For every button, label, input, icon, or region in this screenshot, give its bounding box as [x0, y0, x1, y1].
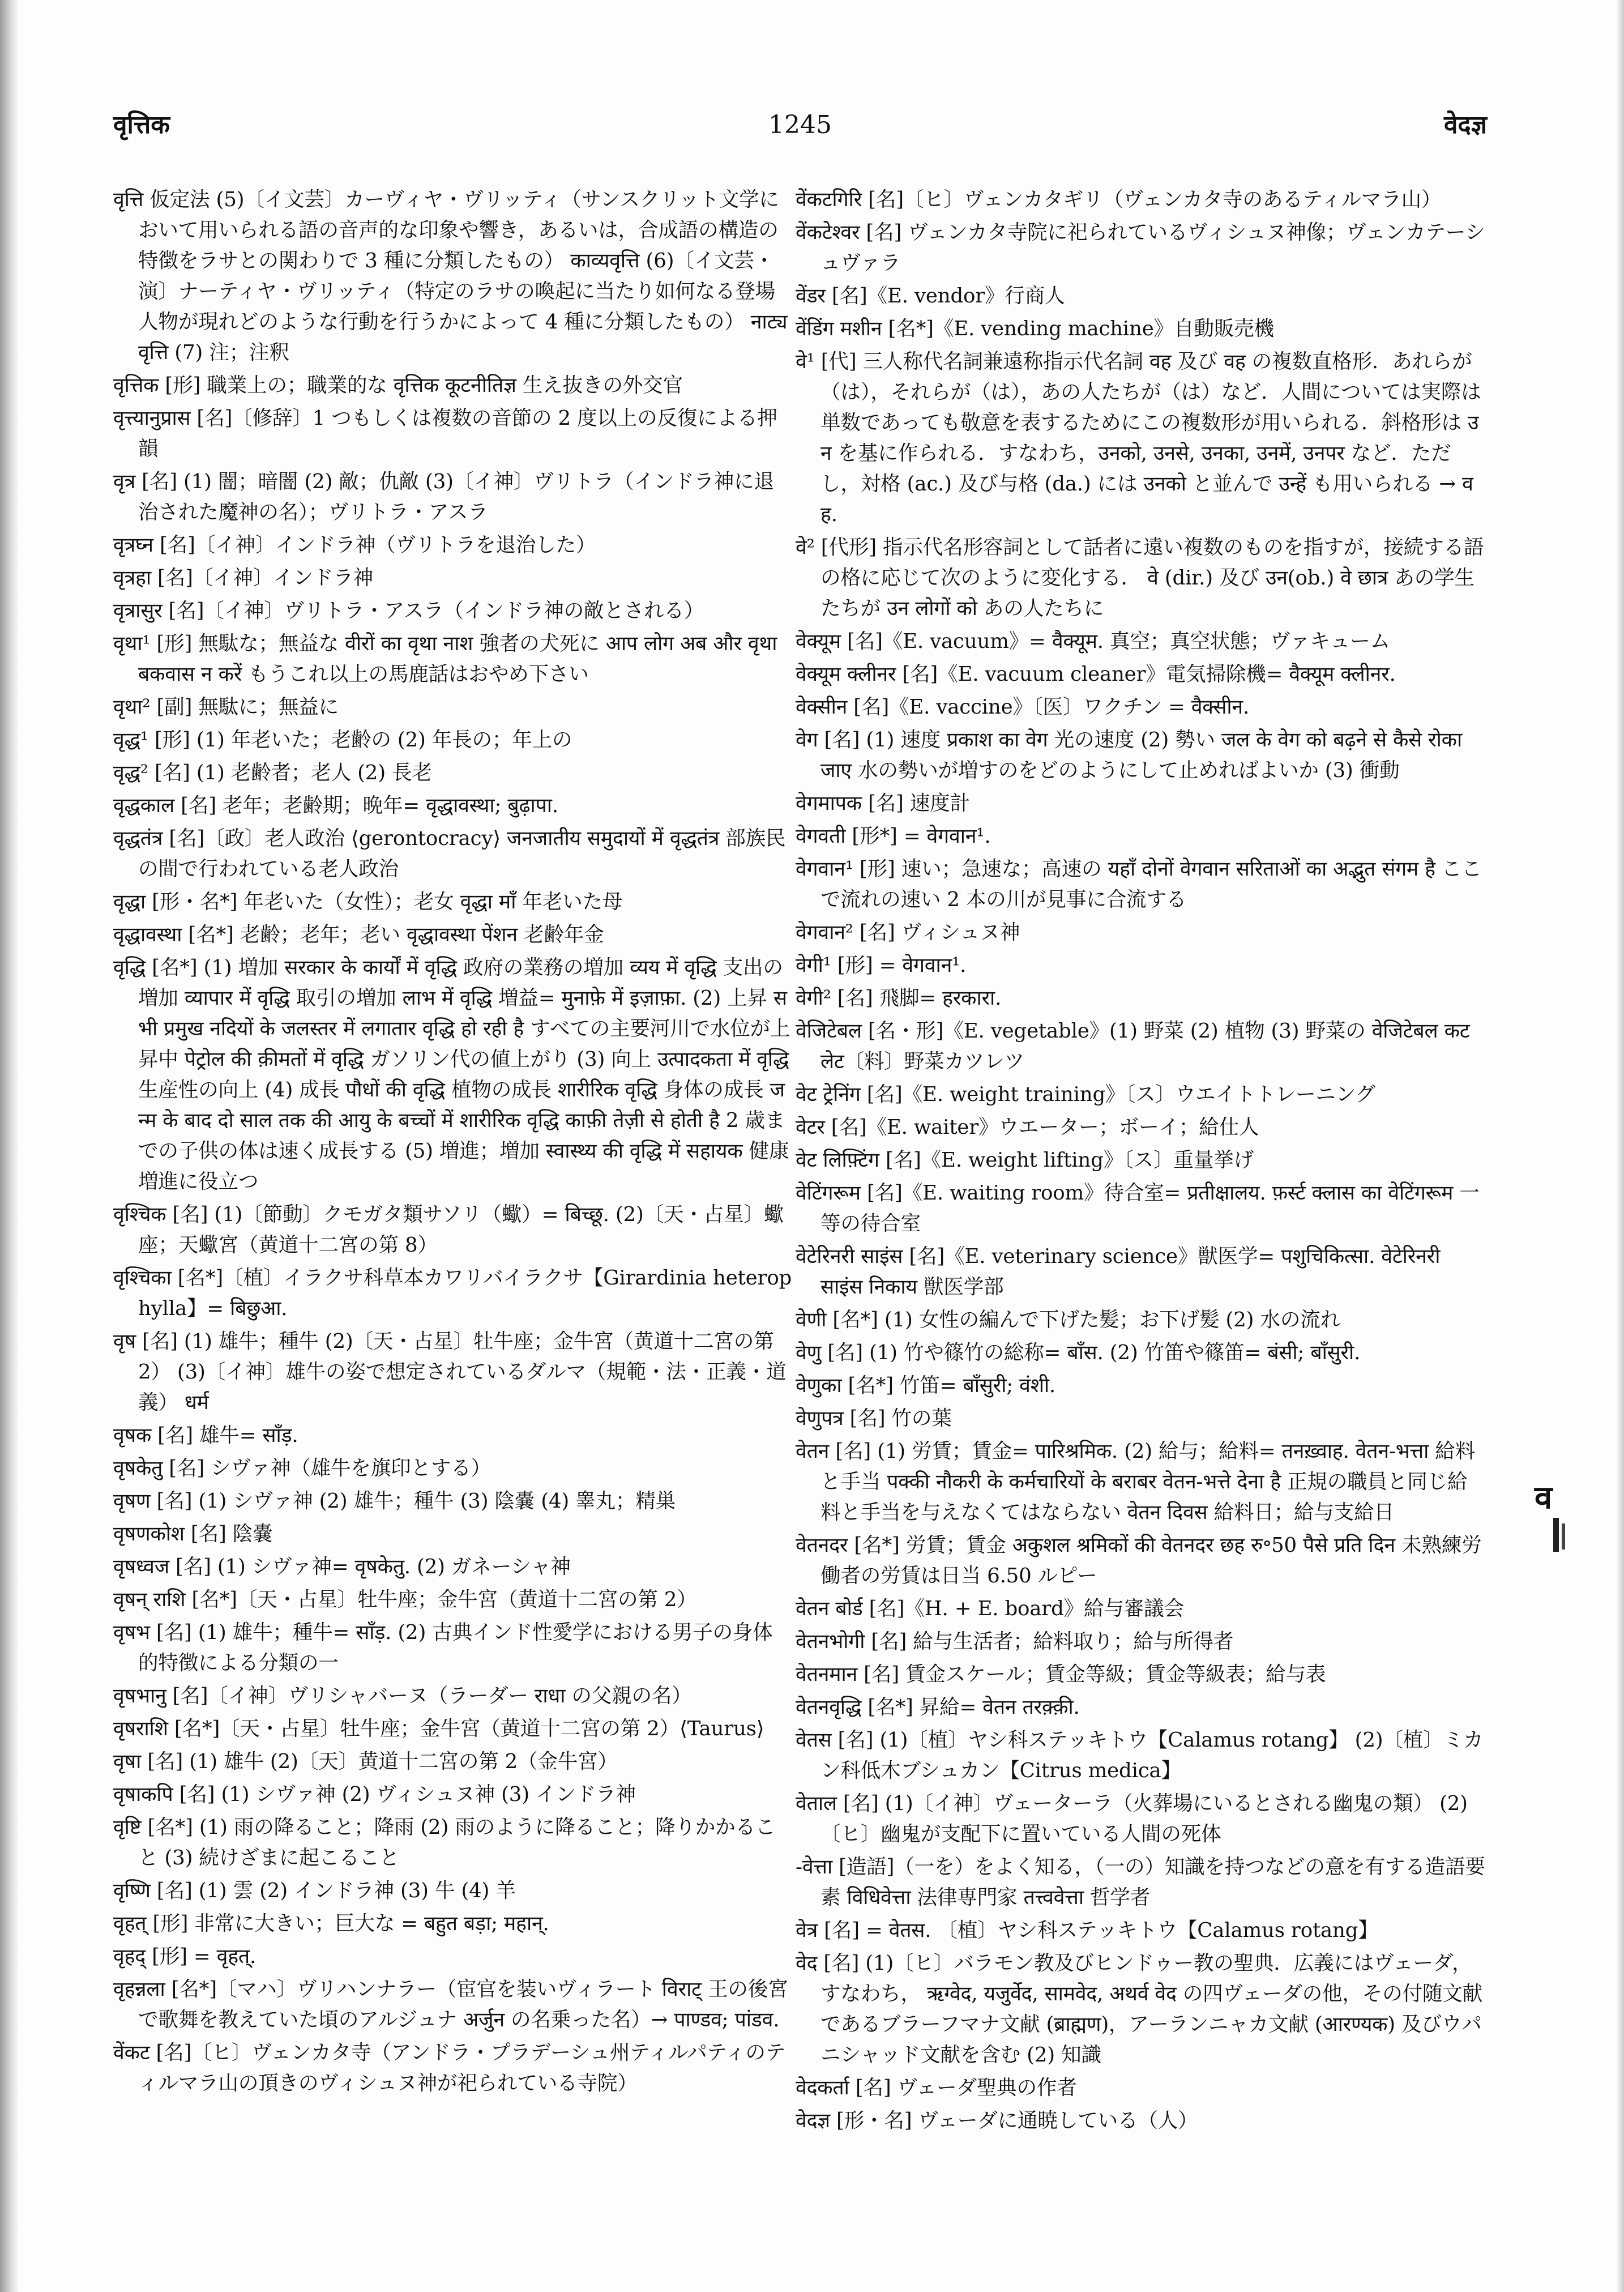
- dictionary-entry: वृषक [名] 雄牛= साँड़.: [113, 1424, 298, 1447]
- dictionary-entry: वृद्धकाल [名] 老年；老齢期；晩年= वृद्धावस्था; बुढ़ापा.: [113, 794, 558, 817]
- dictionary-entry: वेक्यूम क्लीनर [名]《E. vacuum cleaner》電気掃除機= वैक्यूम क्लीनर.: [796, 663, 1396, 686]
- dictionary-entry: वेटर [名]《E. waiter》ウエーター；ボーイ；給仕人: [796, 1116, 1259, 1139]
- dictionary-entry: वेतन [名] (1) 労賃；賃金= पारिश्रमिक. (2) 給与；給料= तनख़्वाह. वेतन-भत्ता 給料と手当 पक्की नौकरी के कर्मचारियों के बराबर वेतन-भत्ते देना है 正規の職員と同じ給料と手当を与えなくてはならない वेतन दिवस 給料日；給与支給日: [796, 1440, 1475, 1524]
- dictionary-entry: वृषणकोश [名] 陰嚢: [113, 1522, 273, 1546]
- dictionary-entry: वृषभानु [名]〔イ神〕ヴリシャバーヌ（ラーダー राधा の父親の名）: [113, 1684, 692, 1708]
- dictionary-entry: वेट ट्रेनिंग [名]《E. weight training》〔ス〕ウエイトトレーニング: [796, 1083, 1375, 1106]
- dictionary-entry: वेदज्ञ [形・名] ヴェーダに通暁している（人）: [796, 2109, 1198, 2132]
- dictionary-entry: वेंकट [名]〔ヒ〕ヴェンカタ寺（アンドラ・プラデーシュ州ティルパティのティルマラ山の頂きのヴィシュヌ神が祀られている寺院）: [113, 2041, 786, 2095]
- dictionary-entry: वेतनदर [名*] 労賃；賃金 अकुशल श्रमिकों की वेतनदर छह रु॰50 पैसे प्रति दिन 未熟練労働者の労賃は日当 6.50 ルピー: [796, 1534, 1482, 1587]
- dictionary-entry: वृत्ति 仮定法 (5)〔イ文芸〕カーヴィヤ・ヴリッティ（サンスクリット文学において用いられる語の音声的な印象や響き，あるいは，合成語の構造の特徴をラサとの関わりで 3 種に分類したもの） काव्यवृत्ति (6)〔イ文芸・演〕ナーティヤ・ヴリッティ（特定のラサの喚起に当たり如何なる登場人物が現れどのような行動を行うかによって 4 種に分類したもの） नाट्यवृत्ति (7) 注；注釈: [113, 188, 788, 364]
- dictionary-entry: वेणु [名] (1) 竹や篠竹の総称= बाँस. (2) 竹笛や篠笛= बंसी; बाँसुरी.: [796, 1341, 1361, 1364]
- dictionary-entry: वेगवती [形*] = वेगवान¹.: [796, 825, 991, 848]
- dictionary-entry: वृषन् राशि [名*]〔天・占星〕牡牛座；金牛宮（黄道十二宮の第 2）: [113, 1588, 697, 1611]
- dictionary-entry: वेटेरिनरी साइंस [名]《E. veterinary science》獣医学= पशुचिकित्सा. वेटेरिनरी साइंस निकाय 獣医学部: [796, 1245, 1441, 1299]
- dictionary-entry: वेद [名] (1)〔ヒ〕バラモン教及びヒンドゥー教の聖典．広義にはヴェーダ，すなわち， ऋग्वेद, यजुर्वेद, सामवेद, अथर्व वेद の四ヴェーダの他，その付随文献であるブラーフマナ文献 (ब्राह्मण)，アーランニャカ文献 (आरण्यक) 及びウパニシャッド文献を含む (2) 知識: [796, 1952, 1483, 2067]
- dictionary-entry: वृत्त्यानुप्रास [名]〔修辞〕1 つもしくは複数の音節の 2 度以上の反復による押韻: [113, 407, 777, 460]
- dictionary-entry: वे² [代形] 指示代名形容詞として話者に遠い複数のものを指すが，接続する語の格に応じて次のように変化する． वे (dir.) 及び उन(ob.) वे छात्र あの学生たちが उन लोगों को あの人たちに: [796, 536, 1484, 620]
- thumb-index-letter: व: [1535, 1479, 1553, 1516]
- dictionary-entry: वेताल [名] (1)〔イ神〕ヴェーターラ（火葬場にいるとされる幽鬼の類） (2)〔ヒ〕幽鬼が支配下に置いている人間の死体: [796, 1792, 1468, 1846]
- dictionary-entry: वृत्रघ्न [名]〔イ神〕インドラ神（ヴリトラを退治した）: [113, 533, 596, 557]
- dictionary-entry: वेगी¹ [形] = वेगवान¹.: [796, 954, 967, 977]
- dictionary-entry: वृद्धतंत्र [名]〔政〕老人政治 ⟨gerontocracy⟩ जनजातीय समुदायों में वृद्धतंत्र 部族民の間で行われている老人政治: [113, 827, 786, 881]
- dictionary-entry: वृहत् [形] 非常に大きい；巨大な = बहुत बड़ा; महान्.: [113, 1912, 549, 1935]
- dictionary-entry: वेंडर [名]《E. vendor》行商人: [796, 284, 1065, 308]
- dictionary-entry: वृद्धावस्था [名*] 老齢；老年；老い वृद्धावस्था पेंशन 老齢年金: [113, 923, 604, 946]
- dictionary-entry: वृहद् [形] = वृहत्.: [113, 1945, 257, 1968]
- dictionary-entry: वृषकेतु [名] シヴァ神（雄牛を旗印とする）: [113, 1457, 492, 1480]
- dictionary-entry: वृद्ध¹ [形] (1) 年老いた；老齢の (2) 年長の；年上の: [113, 728, 572, 752]
- dictionary-entry: -वेत्ता [造語]（一を）をよく知る，（一の）知識を持つなどの意を有する造語要素 विधिवेत्ता 法律専門家 तत्त्ववेत्ता 哲学者: [796, 1855, 1485, 1909]
- left-column: [113, 185, 793, 2101]
- dictionary-entry: वृषराशि [名*]〔天・占星〕牡牛座；金牛宮（黄道十二宮の第 2）⟨Taurus⟩: [113, 1717, 764, 1740]
- dictionary-entry: वृषा [名] (1) 雄牛 (2)〔天〕黄道十二宮の第 2（金牛宮）: [113, 1750, 618, 1773]
- scan-right-edge: [1616, 0, 1624, 2292]
- page-header: [113, 105, 1487, 145]
- header-right-guide-word: वेदज्ञ: [1443, 110, 1487, 139]
- dictionary-entry: वे¹ [代] 三人称代名詞兼遠称指示代名詞 वह 及び वह の複数直格形．あれらが（は），それらが（は），あの人たちが（は）など．人間については実際は単数であっても敬意を表するためにこの複数形が用いられる．斜格形は उन を基に作られる．すなわち，उनको, उनसे, उनका, उनमें, उनपर など．ただし，対格 (ac.) 及び与格 (da.) には उनको と並んで उन्हें も用いられる → वह.: [796, 350, 1481, 526]
- dictionary-entry: वेक्यूम [名]《E. vacuum》= वैक्यूम. 真空；真空状態；ヴァキューム: [796, 630, 1390, 653]
- dictionary-entry: वेगी² [名] 飛脚= हरकारा.: [796, 987, 1002, 1010]
- dictionary-entry: वेगवान¹ [形] 速い；急速な；高速の यहाँ दोनों वेगवान सरिताओं का अद्भुत संगम है ここで流れの速い 2 本の川が見事に合流する: [796, 857, 1482, 911]
- dictionary-entry: वेंडिंग मशीन [名*]《E. vending machine》自動販売機: [796, 317, 1274, 340]
- dictionary-entry: वेंकटगिरि [名]〔ヒ〕ヴェンカタギリ（ヴェンカタ寺のあるティルマラ山）: [796, 188, 1442, 211]
- dictionary-entry: वृथा¹ [形] 無駄な；無益な वीरों का वृथा नाश 強者の犬死に आप लोग अब और वृथा बकवास न करें もうこれ以上の馬鹿話はおやめ下さい: [113, 632, 777, 686]
- thumb-index-mark: [1553, 1518, 1559, 1552]
- dictionary-entry: वेतन बोर्ड [名]《H. + E. board》給与審議会: [796, 1597, 1184, 1620]
- dictionary-entry: वेतनभोगी [名] 給与生活者；給料取り；給与所得者: [796, 1630, 1234, 1653]
- dictionary-entry: वृथा² [副] 無駄に；無益に: [113, 695, 339, 719]
- dictionary-entry: वृषभ [名] (1) 雄牛；種牛= साँड़. (2) 古典インド性愛学における男子の身体的特徴による分類の一: [113, 1621, 773, 1675]
- dictionary-entry: वेतस [名] (1)〔植〕ヤシ科ステッキトウ【Calamus rotang】 (2)〔植〕ミカン科低木ブシュカン【Citrus medica】: [796, 1728, 1484, 1782]
- dictionary-entry: वेतनवृद्धि [名*] 昇給= वेतन तरक़्क़ी.: [796, 1696, 1080, 1719]
- dictionary-entry: वृष्णि [名] (1) 雲 (2) インドラ神 (3) 牛 (4) 羊: [113, 1879, 516, 1902]
- dictionary-entry: वेत्र [名] = वेतस. 〔植〕ヤシ科ステッキトウ【Calamus rotang】: [796, 1919, 1378, 1942]
- dictionary-entry: वृत्रासुर [名]〔イ神〕ヴリトラ・アスラ（インドラ神の敵とされる）: [113, 599, 704, 622]
- dictionary-entry: वृश्चिक [名] (1)〔節動〕クモガタ類サソリ（蠍）= बिच्छू. (2)〔天・占星〕蠍座；天蠍宮（黄道十二宮の第 8）: [113, 1203, 784, 1257]
- dictionary-entry: वेणुपत्र [名] 竹の葉: [796, 1407, 952, 1430]
- dictionary-entry: वेगवान² [名] ヴィシュヌ神: [796, 921, 1020, 944]
- dictionary-entry: वेतनमान [名] 賃金スケール；賃金等級；賃金等級表；給与表: [796, 1663, 1326, 1686]
- dictionary-entry: वेणी [名*] (1) 女性の編んで下げた髪；お下げ髪 (2) 水の流れ: [796, 1308, 1340, 1331]
- dictionary-entry: वेजिटेबल [名・形]《E. vegetable》(1) 野菜 (2) 植物 (3) 野菜の वेजिटेबल कटलेट〔料〕野菜カツレツ: [796, 1019, 1470, 1073]
- dictionary-entry: वेटिंगरूम [名]《E. waiting room》待合室= प्रतीक्षालय. फ़र्स्ट क्लास का वेटिंगरूम 一等の待合室: [796, 1181, 1480, 1235]
- dictionary-entry: वेक्सीन [名]《E. vaccine》〔医〕ワクチン = वैक्सीन.: [796, 695, 1250, 719]
- dictionary-entry: वृद्धा [形・名*] 年老いた（女性）；老女 वृद्धा माँ 年老いた母: [113, 890, 623, 914]
- dictionary-entry: वृश्चिका [名*]〔植〕イラクサ科草本カワリバイラクサ【Girardinia heterophylla】= बिछुआ.: [113, 1266, 792, 1320]
- dictionary-entry: वृष [名] (1) 雄牛；種牛 (2)〔天・占星〕牡牛座；金牛宮（黄道十二宮の第 2） (3)〔イ神〕雄牛の姿で想定されているダルマ（規範・法・正義・道義） धर्म: [113, 1330, 787, 1414]
- dictionary-entry: वृष्टि [名*] (1) 雨の降ること；降雨 (2) 雨のように降ること；降りかかること (3) 続けざまに起こること: [113, 1816, 776, 1870]
- page-number: 1245: [768, 110, 832, 139]
- dictionary-entry: वेणुका [名*] 竹笛= बाँसुरी; वंशी.: [796, 1374, 1056, 1397]
- dictionary-entry: वेदकर्ता [名] ヴェーダ聖典の作者: [796, 2076, 1077, 2099]
- dictionary-entry: वृषाकपि [名] (1) シヴァ神 (2) ヴィシュヌ神 (3) インドラ神: [113, 1783, 636, 1806]
- dictionary-entry: वृद्धि [名*] (1) 増加 सरकार के कार्यों में वृद्धि 政府の業務の増加 व्यय में वृद्धि 支出の増加 व्यापार में वृद्धि 取引の増加 लाभ में वृद्धि 増益= मुनाफ़े में इज़ाफ़ा. (2) 上昇 सभी प्रमुख नदियों के जलस्तर में लगातार वृद्धि हो रही है すべての主要河川で水位が上昇中 पेट्रोल की क़ीमतों में वृद्धि ガソリン代の値上がり (3) 向上 उत्पादकता में वृद्धि 生産性の向上 (4) 成長 पौधों की वृद्धि 植物の成長 शारीरिक वृद्धि 身体の成長 जन्म के बाद दो साल तक की आयु के बच्चों में शारीरिक वृद्धि काफ़ी तेज़ी से होती है 2 歳までの子供の体は速く成長する (5) 増進；増加 स्वास्थ्य की वृद्धि में सहायक 健康増進に役立つ: [113, 956, 790, 1193]
- dictionary-entry: वृषण [名] (1) シヴァ神 (2) 雄牛；種牛 (3) 陰嚢 (4) 睾丸；精巣: [113, 1489, 676, 1513]
- scan-left-edge: [0, 0, 19, 2292]
- dictionary-entry: वृत्र [名] (1) 闇；暗闇 (2) 敵；仇敵 (3)〔イ神〕ヴリトラ（インドラ神に退治された魔神の名）；ヴリトラ・アスラ: [113, 470, 774, 524]
- right-column: [796, 185, 1486, 2139]
- dictionary-entry: वृहन्नला [名*]〔マハ〕ヴリハンナラー（宦官を装いヴィラート विराट् 王の後宮で歌舞を教えていた頃のアルジュナ अर्जुन の名乗った名）→ पाण्डव; पांडव.: [113, 1978, 788, 2031]
- dictionary-entry: वृषध्वज [名] (1) シヴァ神= वृषकेतु. (2) ガネーシャ神: [113, 1555, 571, 1578]
- dictionary-entry: वृत्तिक [形] 職業上の；職業的な वृत्तिक कूटनीतिज्ञ 生え抜きの外交官: [113, 374, 683, 397]
- dictionary-entry: वेंकटेश्वर [名] ヴェンカタ寺院に祀られているヴィシュヌ神像；ヴェンカテーシュヴァラ: [796, 221, 1485, 275]
- dictionary-entry: वेट लिफ़्टिंग [名]《E. weight lifting》〔ス〕重量挙げ: [796, 1149, 1254, 1172]
- thumb-index-mark-secondary: [1562, 1523, 1565, 1550]
- dictionary-entry: वेगमापक [名] 速度計: [796, 792, 970, 815]
- dictionary-entry: वृत्रहा [名]〔イ神〕インドラ神: [113, 566, 374, 590]
- dictionary-entry: वृद्ध² [名] (1) 老齢者；老人 (2) 長老: [113, 761, 432, 784]
- header-left-guide-word: वृत्तिक: [113, 110, 170, 139]
- dictionary-entry: वेग [名] (1) 速度 प्रकाश का वेग 光の速度 (2) 勢い जल के वेग को बढ़ने से कैसे रोका जाए 水の勢いが増すのをどのようにして止めればよいか (3) 衝動: [796, 728, 1462, 782]
